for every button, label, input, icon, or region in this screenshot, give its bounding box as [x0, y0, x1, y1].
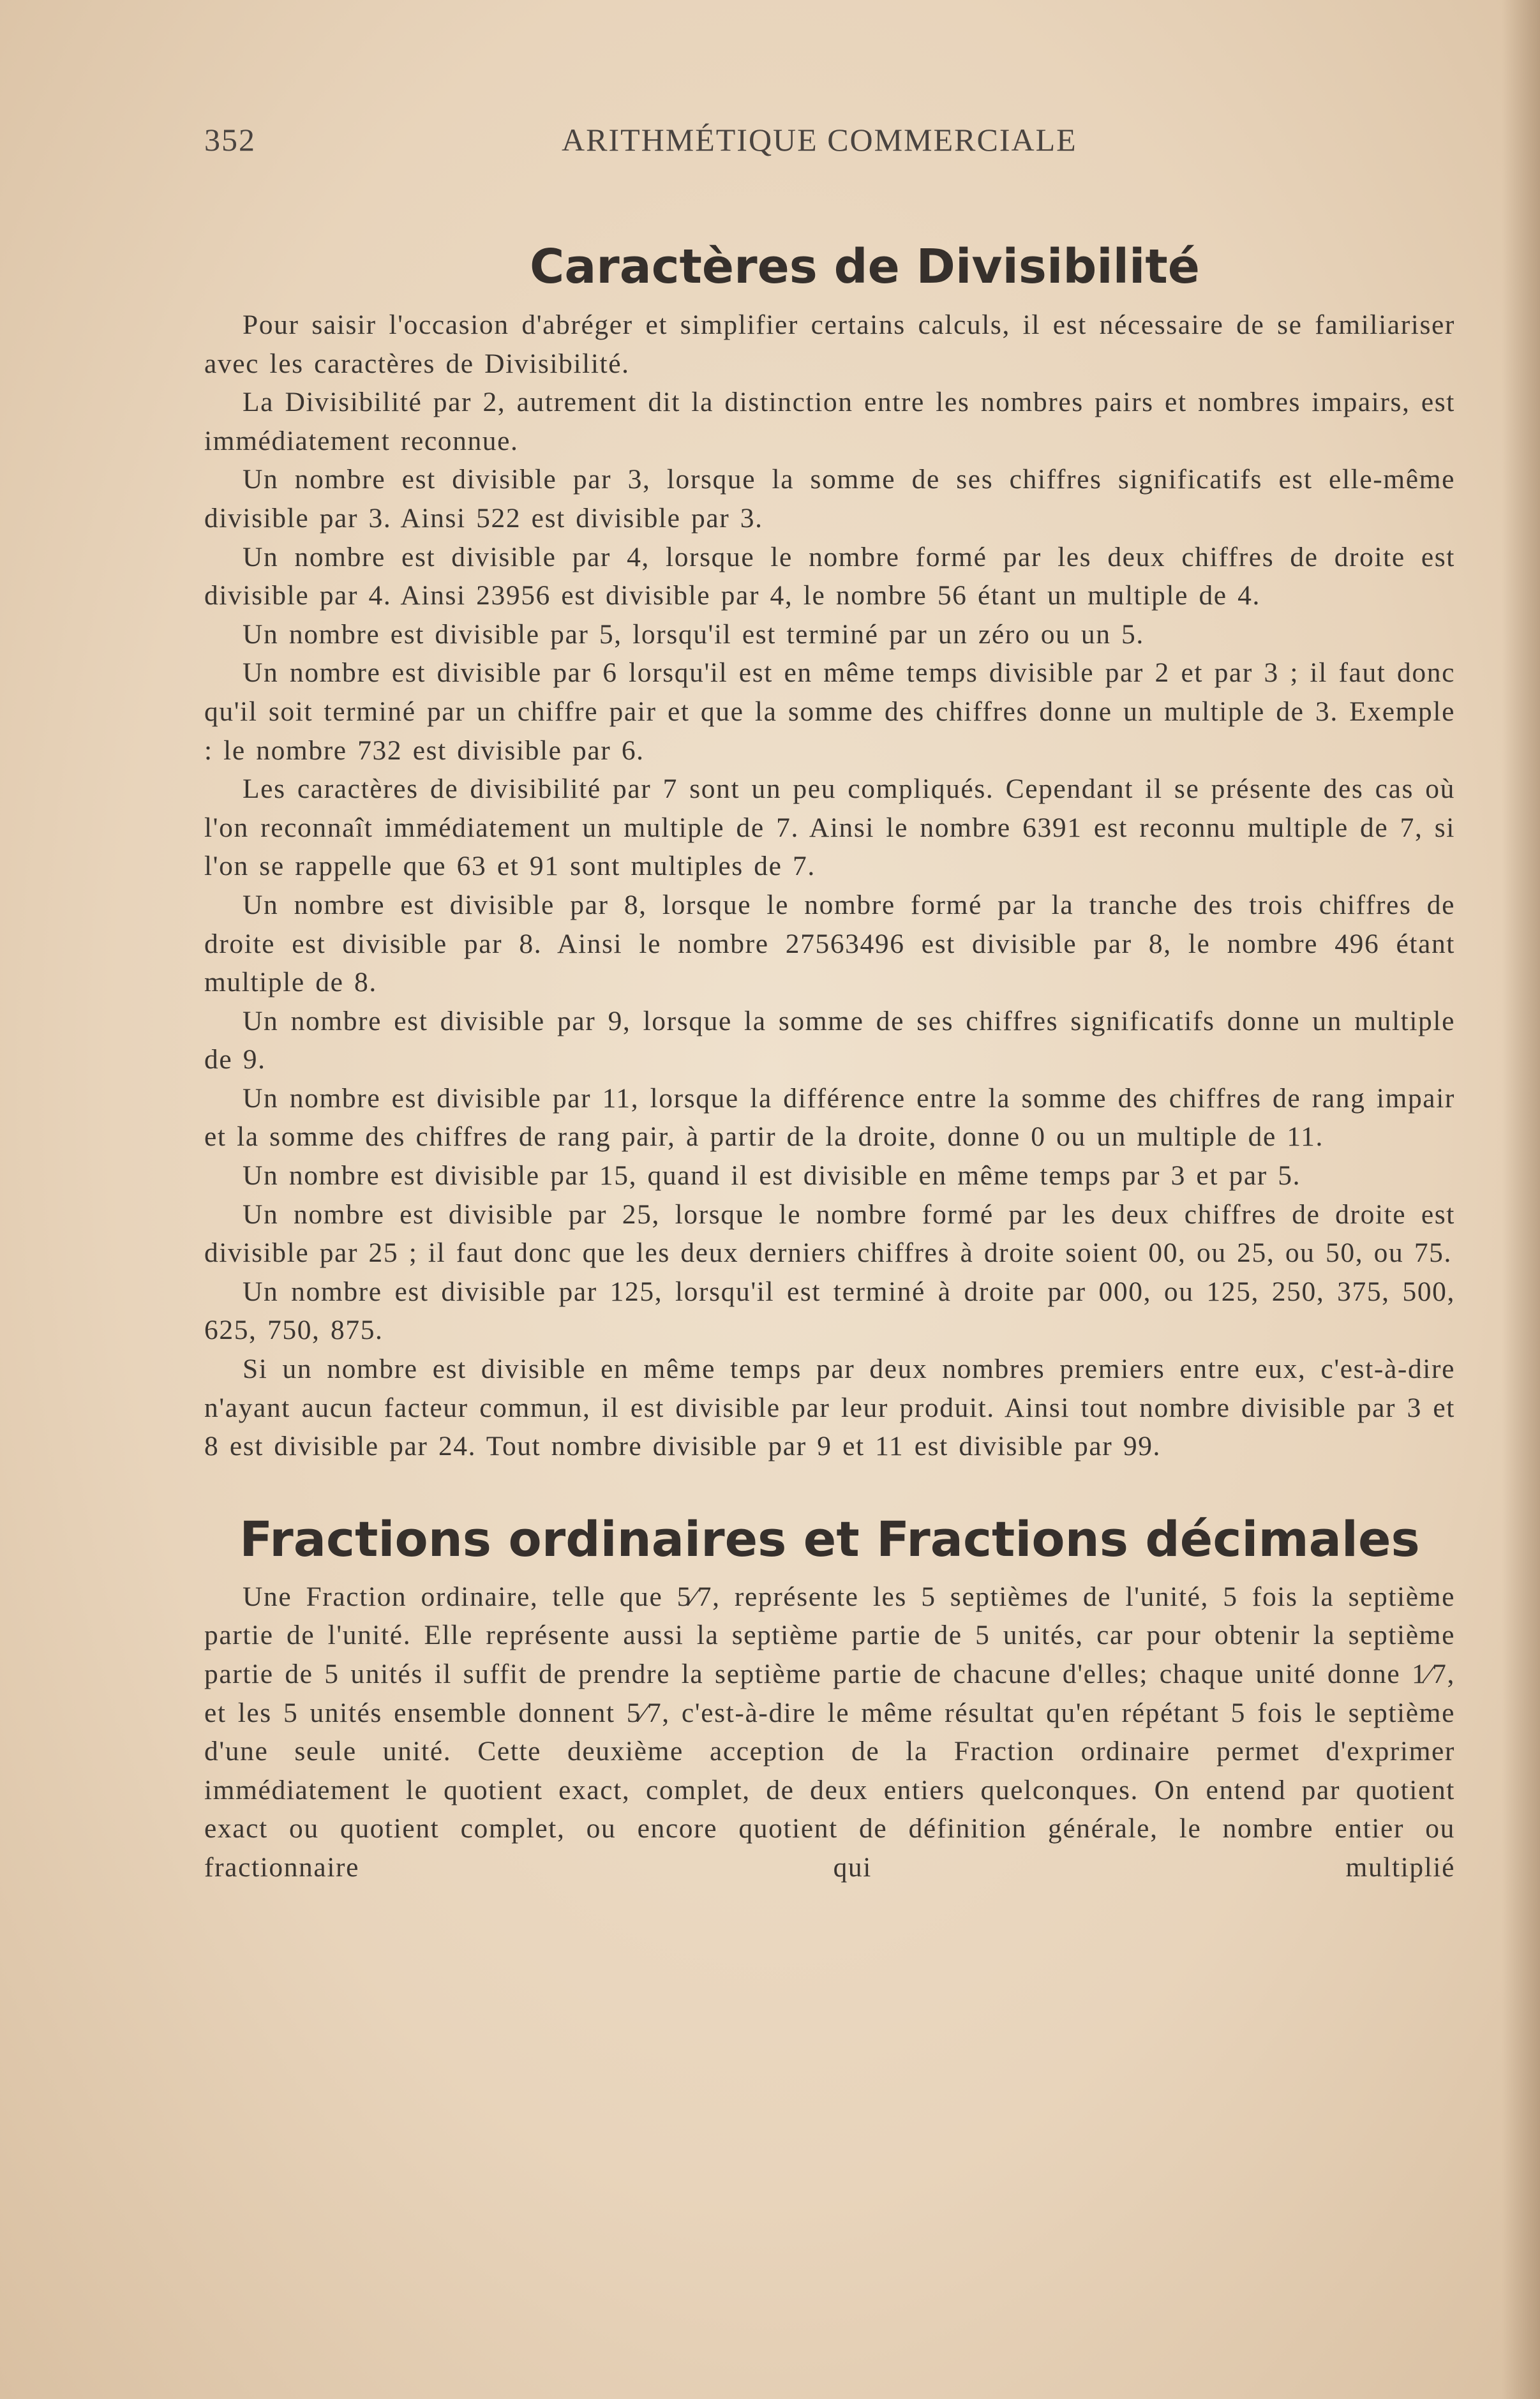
paragraph: Une Fraction ordinaire, telle que 5⁄7, représente les 5 septièmes de l'unité, 5 fois la septième partie de l'unité. Elle représente aussi la septième partie de 5 unités, car pour obtenir la septième partie de 5 unités il suffit de prendre la septième partie de chacune d'elles; chaque unité donne 1⁄7, et les 5 unités ensemble donnent 5⁄7, c'est-à-dire le même résultat qu'en répétant 5 fois le septième d'une seule unité. Cette deuxième acception de la Fraction ordinaire permet d'exprimer immédiatement le quotient exact, complet, de deux entiers quelconques. On entend par quotient exact ou quotient complet, ou encore quotient de définition générale, le nombre entier ou fractionnaire qui multiplié	[204, 1581, 1455, 1883]
paragraph: Pour saisir l'occasion d'abréger et simplifier certains calculs, il est nécessaire de se familiariser avec les caractères de Divisibilité.	[204, 310, 1455, 379]
paragraph: Un nombre est divisible par 5, lorsqu'il est terminé par un zéro ou un 5.	[243, 618, 1144, 650]
paragraph: Un nombre est divisible par 15, quand il est divisible en même temps par 3 et par 5.	[243, 1160, 1301, 1192]
paragraph: Un nombre est divisible par 4, lorsque le nombre formé par les deux chiffres de droite est divisible par 4. Ainsi 23956 est divisible par 4, le nombre 56 étant un multiple de 4.	[204, 541, 1455, 611]
paragraph: Un nombre est divisible par 3, lorsque la somme de ses chiffres significatifs est elle-même divisible par 3. Ainsi 522 est divisible par 3.	[204, 464, 1455, 534]
paragraph: Si un nombre est divisible en même temps par deux nombres premiers entre eux, c'est-à-dire n'ayant aucun facteur commun, il est divisible par leur produit. Ainsi tout nombre divisible par 3 et 8 est divisible par 24. Tout nombre divisible par 9 et 11 est divisible par 99.	[204, 1354, 1455, 1462]
section-title-fractions: Fractions ordinaires et Fractions décimales	[239, 1510, 1420, 1567]
paragraph: Un nombre est divisible par 9, lorsque la somme de ses chiffres significatifs donne un multiple de 9.	[204, 1005, 1455, 1075]
paragraph: Un nombre est divisible par 11, lorsque la différence entre la somme des chiffres de rang impair et la somme des chiffres de rang pair, à partir de la droite, donne 0 ou un multiple de 11.	[204, 1082, 1455, 1153]
paragraph: Un nombre est divisible par 25, lorsque le nombre formé par les deux chiffres de droite est divisible par 25 ; il faut donc que les deux derniers chiffres à droite soient 00, ou 25, ou 50, ou 75.	[204, 1199, 1455, 1269]
section-title-divisibilite: Caractères de Divisibilité	[530, 239, 1200, 294]
paragraph: Un nombre est divisible par 6 lorsqu'il est en même temps divisible par 2 et par 3 ; il faut donc qu'il soit terminé par un chiffre pair et que la somme des chiffres donne un multiple de 3. Exemple : le nombre 732 est divisible par 6.	[204, 657, 1455, 766]
paragraph: Les caractères de divisibilité par 7 sont un peu compliqués. Cependant il se présente des cas où l'on reconnaît immédiatement un multiple de 7. Ainsi le nombre 6391 est reconnu multiple de 7, si l'on se rappelle que 63 et 91 sont multiples de 7.	[204, 774, 1455, 882]
page-edge-shadow	[1502, 0, 1540, 2399]
page-number: 352	[204, 122, 256, 158]
running-header	[204, 102, 1455, 158]
book-page	[204, 102, 1455, 1887]
paragraph: Un nombre est divisible par 8, lorsque le nombre formé par la tranche des trois chiffres de droite est divisible par 8. Ainsi le nombre 27563496 est divisible par 8, le nombre 496 étant multiple de 8.	[204, 889, 1455, 998]
paragraph: La Divisibilité par 2, autrement dit la distinction entre les nombres pairs et nombres impairs, est immédiatement reconnue.	[204, 387, 1455, 456]
running-title: ARITHMÉTIQUE COMMERCIALE	[562, 122, 1077, 158]
paragraph: Un nombre est divisible par 125, lorsqu'il est terminé à droite par 000, ou 125, 250, 375, 500, 625, 750, 875.	[204, 1276, 1455, 1346]
